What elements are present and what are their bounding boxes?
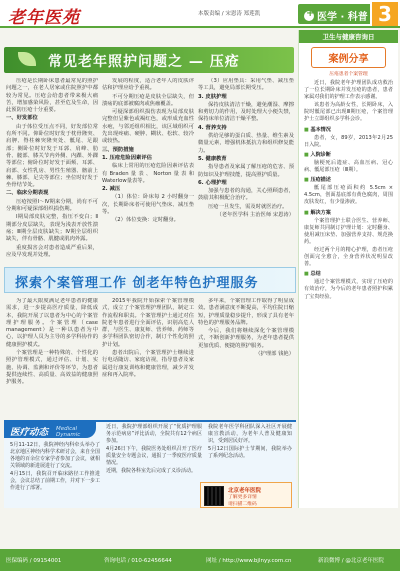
paragraph: 今后，我们将继续深化个案管理模式，不断创新护理服务，为老年患者提供更加优质、便捷的照护服务。 [198, 328, 294, 349]
sidebar-body [299, 77, 398, 301]
masthead [0, 0, 400, 28]
paragraph: 近日，我院老年护理团队成功救治了一位长期卧床并发压疮的患者，患者家属对我们的护理工作表示感谢。 [304, 80, 393, 101]
leaf-icon [18, 52, 36, 66]
paragraph: 多年来，个案管理工作取得了明显成效。患者满意度不断提高，平均住院日缩短，护理质量稳步提升，形成了具有老年特色的护理服务品牌。 [198, 298, 294, 326]
paragraph: 为了最大限度满足老年患者的健康需求，进一步提高医疗质量，降低成本，我院开展了以患者为中心的个案管理护理服务。个案管理（case management）是一种以患者为中心，以护理人员为主导的多学科协作的健康照护模式。 [6, 298, 98, 348]
paragraph: 脑梗死后遗症、高血压病、冠心病、骶尾部压疮（Ⅲ期）。 [304, 159, 393, 174]
section-heading: ■ 基本情况 [304, 127, 393, 134]
news-item: 4月15日，我院召开临床路径工作推进会，会议总结了前期工作，并对下一步工作进行了部署。 [10, 471, 101, 491]
paragraph: （2）体位变换：定时翻身。 [112, 217, 179, 224]
qr-promo-line-2: 请扫描二维码 [228, 502, 257, 507]
paragraph: 可疑深部组织损伤表现为局部皮肤完整但呈紫色或褐红色，或形成充血性水疱，与邻近组织相比，该区域组织可先出现疼痛、硬肿、糊状、松软、较冷或较热。 [102, 109, 194, 145]
article-2-column-3 [198, 298, 294, 418]
qr-promo-title: 北京老年医院 [228, 488, 262, 494]
case-share-title: 案例分享 [311, 47, 386, 68]
editor-credits: 本版责编 / 宋恩涛 郑莲凯 [198, 11, 261, 17]
footer-weibo-link[interactable]: 新浪微博 / @北京老年医院 [318, 558, 384, 564]
paragraph: 压疮一旦发生，需及时就医治疗。 [208, 203, 288, 210]
footer-bar [0, 549, 400, 571]
paragraph: 个案管理护士联合医生、营养师、康复师共同制订护理计划：定时翻身、使用减压床垫、加强营养支持、规范换药。 [304, 217, 393, 245]
news-item: 近期，我院各科室先后完成了义诊活动。 [106, 468, 197, 474]
paragraph: 保持皮肤清洁干燥，避免潮湿、摩擦和剪切力的作用，及时处理大小便失禁，保持床单位清洁干燥平整。 [198, 101, 294, 123]
case-sidebar [298, 30, 398, 508]
paragraph: 压疮按照Ⅰ～Ⅳ期来分期，尚有不可分期和可疑深部组织损伤期。 [6, 198, 98, 213]
footer-phone: 咨询电话 / 010-62456644 [104, 558, 172, 564]
dynamic-column-1 [10, 442, 100, 493]
paragraph: 发展的程度，适合老年人的皮肤评估和护理应给予重视。 [102, 78, 194, 92]
subheading: 2. 减压 [102, 186, 121, 193]
subheading: 二、临床分期表现 [6, 190, 49, 197]
section-title: 医学 · 科普 [317, 12, 368, 23]
paragraph: （1）体位：卧床每 2 小时翻身一次，长期卧床者可使用气垫床、减压垫等。 [102, 194, 194, 216]
section-heading: ■ 压疮描述 [304, 177, 393, 184]
paragraph: 患者，女，89岁，2013年2月25日入院。 [304, 134, 393, 148]
newspaper-logo: 老年医苑 [8, 8, 80, 28]
medical-cross-icon [304, 11, 314, 21]
article-1-signature: （老年医学科 主治医师 宋恩涛） [216, 212, 294, 219]
case-share-subtitle: 压疮患者个案管理 [329, 72, 368, 77]
paragraph: Ⅰ期局部皮肤完整，指压不变白；Ⅱ期部分皮层缺失，表现为浅表开放性溃疡；Ⅲ期全层皮肤缺失；Ⅳ期全层组织缺失，伴有骨骼、肌腱或肌肉外露。 [6, 214, 98, 243]
medical-dynamic-tag [4, 422, 96, 438]
article-2-banner [4, 267, 296, 293]
news-item: 5月12日国际护士节期间，我院举办了系列纪念活动。 [208, 446, 292, 459]
paragraph: 压疮是长期卧床患者最常见的照护问题之一，在老人居家或住院照护中都较为常见。压疮会给患者带来极大痛苦，增加感染风险，甚至危及生命，因此预防压疮十分重要。 [6, 78, 98, 114]
section-heading: ■ 入院诊断 [304, 152, 393, 159]
article-2-title: 探索个案管理工作 创老年特色护理服务 [15, 276, 259, 291]
news-item: 5月11-12日，我院神经内科牵头举办了北京地区神经内科学术研讨会，来自全国各地的百余位专家学者参加了会议，就相关领域的新进展进行了交流。 [10, 442, 101, 469]
article-1-column-3 [198, 78, 294, 263]
subheading: 1. 压疮危险因素评估 [102, 154, 152, 161]
article-1-column-2 [102, 78, 194, 263]
section-heading: ■ 总结 [304, 271, 393, 278]
dynamic-column-2 [106, 424, 202, 476]
medical-dynamic-section [4, 420, 296, 508]
paragraph: 2015年我院开始探索个案管理模式，成立了个案管理护理团队，制定工作流程和职责。个案管理护士通过对住院老年患者进行全面评估，识别高危人群，与医生、康复师、营养师、药师等多学科团队密切合作，制订个性化的照护计划。 [102, 298, 194, 348]
paragraph: （3）应用垫具：采用气垫、减压垫等工具，避免局部长期受压。 [198, 78, 294, 92]
paragraph: 加强与患者的沟通，关心照顾患者，鼓励其积极配合治疗。 [198, 188, 294, 202]
subheading: 4. 营养支持 [198, 124, 227, 131]
footer-website-link[interactable]: 网址 / http://www.bjlnyy.com.cn [206, 558, 292, 564]
paragraph: 患者出院后，个案管理护士继续进行电话随访、家庭访视，指导患者及家属进行康复训练和健康管理，减少并发症和再入院率。 [102, 350, 194, 378]
subheading: 6. 心理护理 [198, 179, 227, 186]
subheading: 一、好发部位 [6, 115, 38, 122]
qr-promo-box[interactable] [200, 482, 292, 508]
paragraph: 个案管理是一种特殊的、个性化的照护管理模式，通过评估、计划、实施、协调、监测和评价等环节，为患者提供连续性、高质量、高效益的健康照护服务。 [6, 350, 98, 386]
news-item: 4月26日下午，我院医务处组织召开了医疗质量安全专题会议，通报了一季度医疗质量情况。 [106, 446, 202, 466]
news-item: 近日，我院护理部组织开展了“优质护理服务示范病房”评比活动，全院共有12个病区参加。 [106, 424, 202, 444]
paragraph: 骶尾部压疮面积约 5.5cm × 4.5cm，创面基底部有黄色腐肉，周围皮肤发红，有少量渗液。 [304, 185, 393, 206]
paragraph: 不可分期压疮是皮肤全层缺失，但溃疡的底部被腐肉或焦痂覆盖。 [102, 93, 194, 107]
paragraph: 该患者为高龄女性，长期卧床，入院时骶尾部已出现Ⅲ期压疮，个案管理护士立即组织多学科会诊。 [304, 102, 393, 123]
medical-dynamic-subtitle: Medical Dynamic [56, 426, 81, 438]
news-item: 我院老年医学科团队深入社区开展健康宣教活动，为老年人普及健康知识，受到居民好评。 [208, 424, 292, 444]
footer-insurance-code: 医保编码 / 09154001 [6, 558, 62, 564]
section-label [298, 4, 370, 24]
paragraph: 临床上常用的压疮危险因素评估表有Braden量表、Norton量表和Waterlow量表等。 [102, 163, 194, 184]
paragraph: 通过个案管理模式，实现了压疮的有效治疗，为今后的老年患者照护积累了宝贵经验。 [304, 279, 393, 300]
article-1-title: 常见老年照护问题之 — 压疮 [48, 54, 240, 70]
dynamic-column-3 [208, 424, 292, 461]
article-2-signature: （护理部 钱艳） [255, 351, 294, 358]
paragraph: 经过两个月的精心护理，患者压疮创面完全愈合，全身营养状况明显改善。 [304, 246, 393, 268]
qr-code-icon[interactable] [204, 486, 224, 506]
article-1-column-1 [6, 78, 98, 263]
qr-promo-line-1: 了解更多详情 [228, 495, 257, 500]
article-1-banner [4, 47, 294, 73]
paragraph: 重度损害会对患者造成严重后果，应及早发现并处理。 [6, 244, 98, 258]
sidebar-header: 卫生与健康咨询日 [299, 30, 398, 43]
article-2-column-1 [6, 298, 98, 418]
paragraph: 由于体位受压点不同，好发部位常有所不同。仰卧位时好发于枕骨隆突、肩胛、脊柱棘突隆突处、骶尾、足跟部；侧卧位时好发于耳郭、肩峰、肋骨、髋部、膝关节内外侧、内踝、外踝等部位；俯卧位时好发于面颊、耳郭、肩部、女性乳房、男性生殖器、髂前上棘、膝部、足尖等部位；坐位时好发于坐骨结节处。 [6, 123, 98, 189]
article-2-column-2 [102, 298, 194, 418]
subheading: 5. 健康教育 [198, 155, 227, 162]
page-number: 3 [372, 2, 398, 26]
subheading: 3. 皮肤护理 [198, 93, 227, 100]
paragraph: 供给足够的蛋白质、热量、维生素及微量元素，增强机体抵抗力和组织修复能力。 [198, 133, 294, 154]
paragraph: 指导患者及家属了解压疮的危害、预防知识及护理技能，提高照护质量。 [198, 164, 294, 178]
section-heading: ■ 解决方案 [304, 210, 393, 217]
medical-dynamic-title: 医疗动态 [10, 427, 49, 438]
subheading: 三、预防措施 [102, 146, 134, 153]
